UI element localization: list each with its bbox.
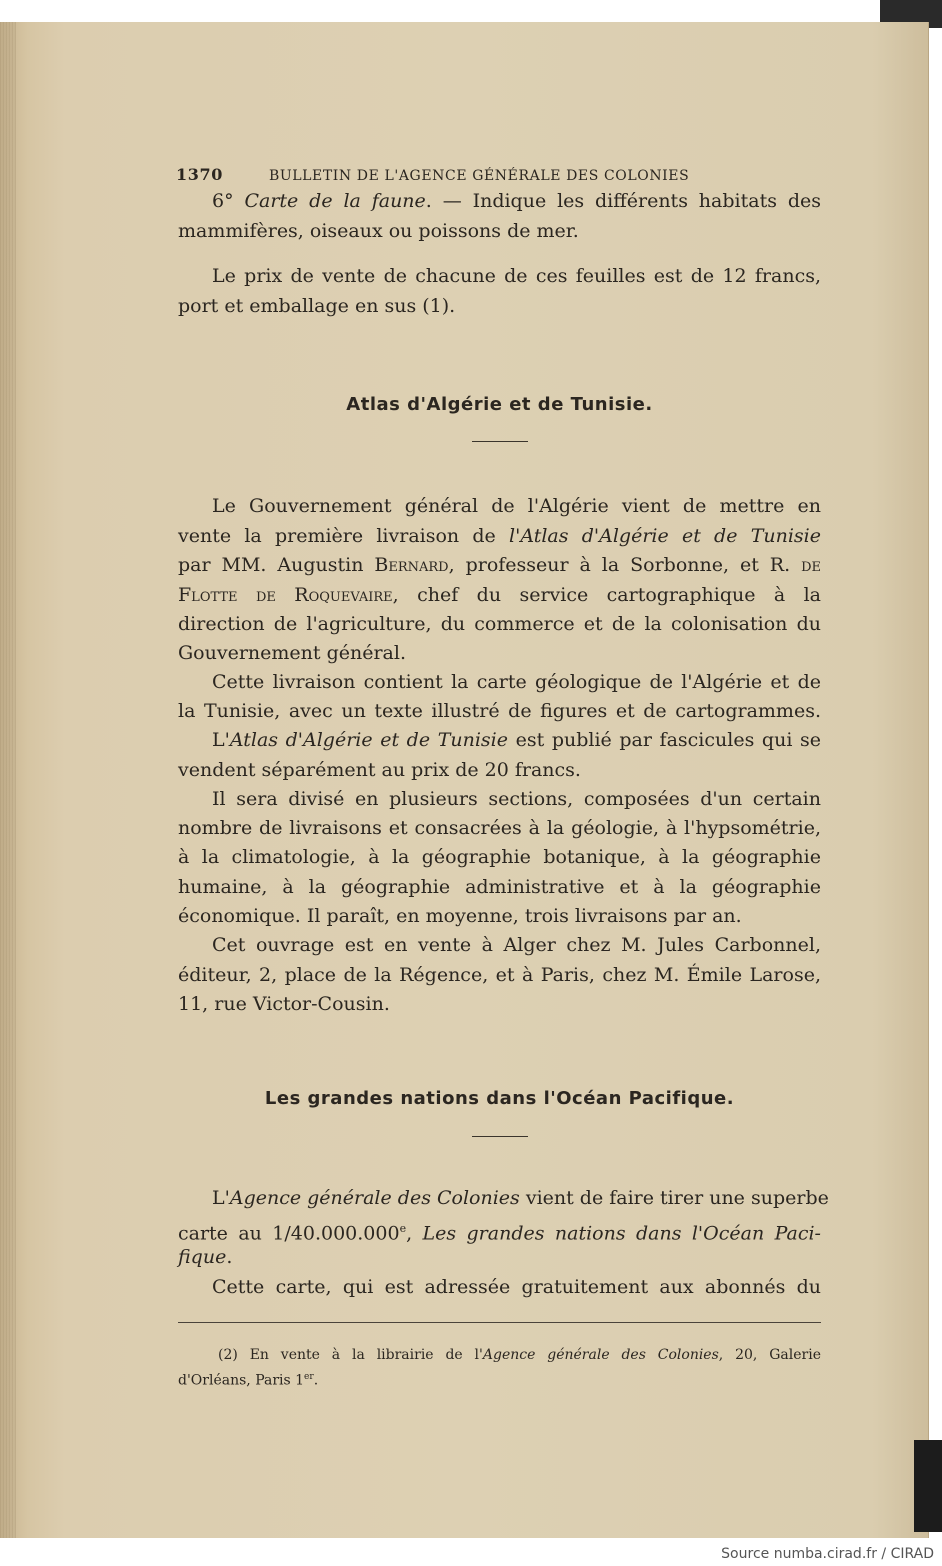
text-line: L'Agence générale des Colonies vient de faire tirer une superbe xyxy=(212,1187,829,1209)
section-heading: Atlas d'Algérie et de Tunisie. xyxy=(346,394,653,415)
text-line: par MM. Augustin Bernard, professeur à la Sorbonne, et R. de xyxy=(178,554,821,576)
text-line: 6° Carte de la faune. — Indique les différents habitats des xyxy=(212,190,821,212)
text-line: économique. Il paraît, en moyenne, trois livraisons par an. xyxy=(178,905,742,927)
text-line: à la climatologie, à la géographie botanique, à la géographie xyxy=(178,846,821,868)
text-line: humaine, à la géographie administrative et à la géographie xyxy=(178,876,821,898)
text-line: Le prix de vente de chacune de ces feuilles est de 12 francs, xyxy=(212,265,821,287)
source-credit: Source numba.cirad.fr / CIRAD xyxy=(721,1546,934,1562)
running-title: BULLETIN DE L'AGENCE GÉNÉRALE DES COLONIES xyxy=(268,168,690,184)
text-line: éditeur, 2, place de la Régence, et à Paris, chez M. Émile Larose, xyxy=(178,964,821,986)
footnote-line: d'Orléans, Paris 1er. xyxy=(178,1372,319,1389)
running-head xyxy=(176,165,716,184)
text-line: Il sera divisé en plusieurs sections, composées d'un certain xyxy=(212,788,821,810)
text-line: Gouvernement général. xyxy=(178,642,406,664)
text-line: Cet ouvrage est en vente à Alger chez M. Jules Carbonnel, xyxy=(212,934,821,956)
text-line: fique. xyxy=(178,1246,233,1268)
text-line: nombre de livraisons et consacrées à la géologie, à l'hypsométrie, xyxy=(178,817,821,839)
text-line: Le Gouvernement général de l'Algérie vient de mettre en xyxy=(212,495,821,517)
text-line: port et emballage en sus (1). xyxy=(178,295,456,317)
section-rule xyxy=(472,441,528,442)
text-line: Cette carte, qui est adressée gratuitement aux abonnés du xyxy=(212,1276,821,1298)
text-line: la Tunisie, avec un texte illustré de figures et de cartogrammes. xyxy=(178,700,821,722)
footnote-line: (2) En vente à la librairie de l'Agence générale des Colonies, 20, Galerie xyxy=(218,1347,821,1363)
scanned-page xyxy=(0,22,929,1538)
text-line: vendent séparément au prix de 20 francs. xyxy=(178,759,581,781)
item-title: Carte de la faune xyxy=(244,190,426,212)
text-line: vente la première livraison de l'Atlas d'Algérie et de Tunisie xyxy=(178,525,821,547)
book-binding xyxy=(914,1440,942,1532)
section-rule xyxy=(472,1136,528,1137)
text-line: direction de l'agriculture, du commerce et de la colonisation du xyxy=(178,613,821,635)
text-line: L'Atlas d'Algérie et de Tunisie est publié par fascicules qui se xyxy=(212,729,821,751)
text-line: carte au 1/40.000.000e, Les grandes nations dans l'Océan Paci- xyxy=(178,1222,821,1245)
text-line: Cette livraison contient la carte géologique de l'Algérie et de xyxy=(212,671,821,693)
section-heading: Les grandes nations dans l'Océan Pacifique. xyxy=(264,1088,735,1109)
text-line: mammifères, oiseaux ou poissons de mer. xyxy=(178,220,579,242)
text-line: Flotte de Roquevaire, chef du service cartographique à la xyxy=(178,584,822,606)
text-line: 11, rue Victor-Cousin. xyxy=(178,993,390,1015)
page-number: 1370 xyxy=(176,165,223,184)
footnote-rule xyxy=(178,1322,821,1323)
